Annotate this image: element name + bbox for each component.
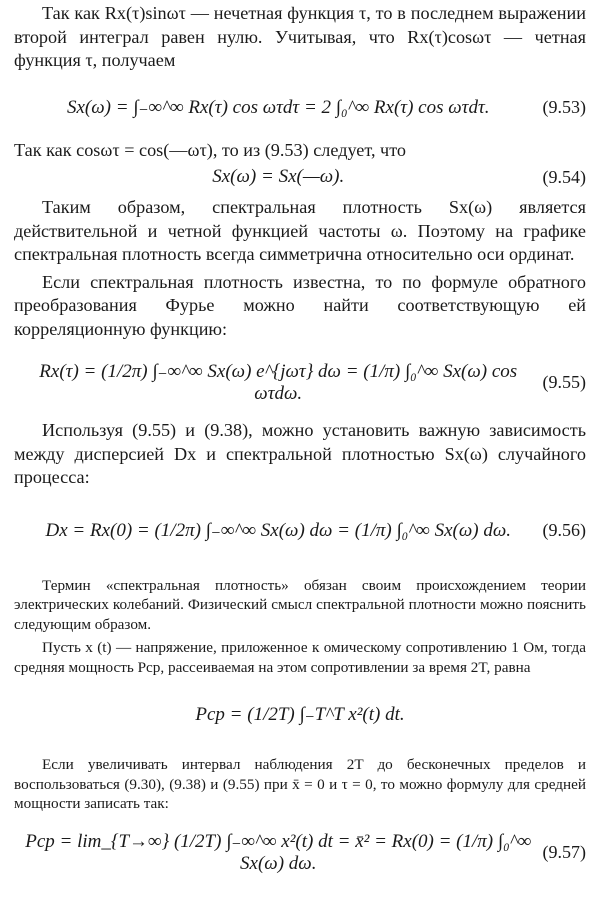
paragraph-infinite-interval: Если увеличивать интервал наблюдения 2T до бесконечных пределов и воспользоваться (9.30), (9.38) и (9.55) при x̄ = 0 и τ = 0, то можно формулу для средней мощности записать так: [14,756,586,812]
equation-number: (9.56) [542,520,586,540]
paragraph-term-origin: Термин «спектральная плотность» обязан своим происхождением теории электрических колебаний. Физический смысл спектральной плотности можно пояснить следующим образом. [14,576,586,633]
equation-number: (9.57) [542,842,586,862]
paragraph-dispersion: Используя (9.55) и (9.38), можно установить важную зависимость между дисперсией Dx и спектральной плотностью Sx(ω) случайного процесса: [14,420,586,487]
equation-body: Rx(τ) = (1/2π) ∫₋∞^∞ Sx(ω) e^{jωτ} dω = (1/π) ∫₀^∞ Sx(ω) cos ωτdω. [39,360,518,404]
equation-number: (9.54) [542,166,586,187]
equation-body: Pср = lim_{T→∞} (1/2T) ∫₋∞^∞ x²(t) dt = x̄² = Rx(0) = (1/π) ∫₀^∞ Sx(ω) dω. [25,831,532,874]
equation-9-57 [14,818,586,888]
equation-9-54 [14,162,586,192]
equation-9-55 [14,345,586,419]
equation-number: (9.55) [542,371,586,392]
paragraph-inverse-fourier: Если спектральная плотность известна, то по формуле обратного преобразования Фурье можно найти соответствующую ей корреляционную функцию: [14,271,586,339]
equation-9-53 [14,77,586,139]
equation-mean-power [14,677,586,751]
paragraph-voltage: Пусть x (t) — напряжение, приложенное к омическому сопротивлению 1 Ом, тогда средняя мощность Pср, рассеиваемая на этом сопротивлении за время 2T, равна [14,639,586,676]
equation-body: Sx(ω) = ∫₋∞^∞ Rx(τ) cos ωτdτ = 2 ∫₀^∞ Rx(τ) cos ωτdτ. [66,97,490,118]
equation-9-56 [14,494,586,568]
equation-number: (9.53) [542,97,586,117]
paragraph-odd-even: Так как Rx(τ)sinωτ — нечетная функция τ, то в последнем выражении второй интеграл равен нулю. Учитывая, что Rx(τ)cosωτ — четная функция τ, получаем [14,3,586,70]
paragraph-spectral-symmetric: Таким образом, спектральная плотность Sx(ω) является действительной и четной функцией частоты ω. Поэтому на графике спектральная плотность всегда симметрична относительно оси ординат. [14,197,586,264]
paragraph-cos-even: Так как cosωτ = cos(—ωτ), то из (9.53) следует, что [14,139,407,160]
equation-body: Sx(ω) = Sx(—ω). [212,166,345,187]
equation-body: Dx = Rx(0) = (1/2π) ∫₋∞^∞ Sx(ω) dω = (1/π) ∫₀^∞ Sx(ω) dω. [45,520,511,541]
equation-body: Pср = (1/2T) ∫₋T^T x²(t) dt. [195,703,405,725]
